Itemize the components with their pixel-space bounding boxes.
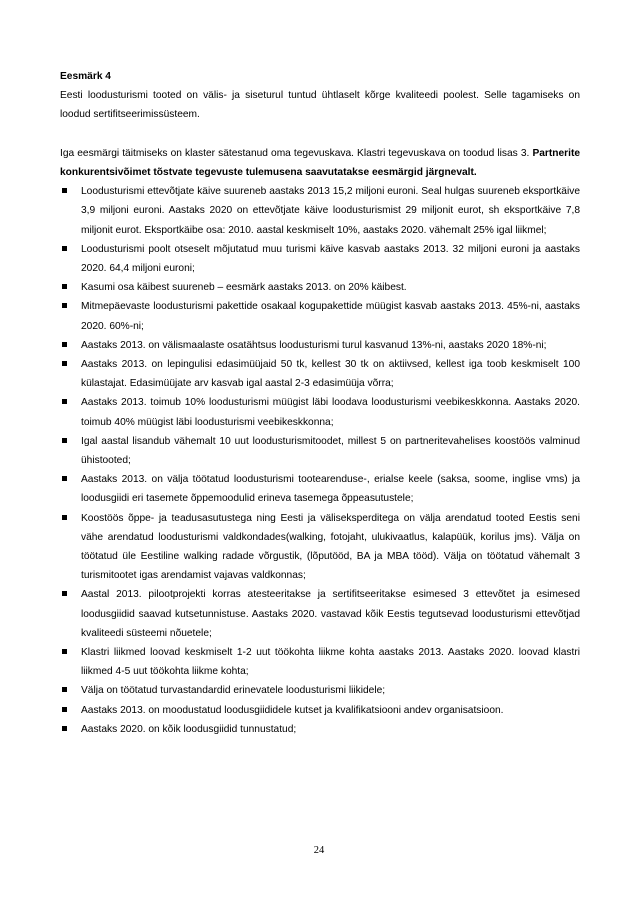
action-plan-text: Iga eesmärgi täitmiseks on klaster sätestanud oma tegevuskava. Klastri tegevuskava on toodud lisas 3. [60,147,530,159]
paragraph-gap [60,125,580,144]
square-bullet-icon [62,303,67,308]
list-item [60,297,580,335]
square-bullet-icon [62,515,67,520]
section-heading: Eesmärk 4 [60,71,111,82]
square-bullet-icon [62,687,67,692]
square-bullet-icon [62,726,67,731]
list-item [60,681,580,700]
square-bullet-icon [62,591,67,596]
list-item-text: Aastal 2013. pilootprojekti korras atesteeritakse ja sertifitseeritakse esimesed 3 ettevõtet ja esimesed loodusgiidid saavad kutsetunnistuse. Aastaks 2020. vastavad kõik Eestis tegutsevad loodusturismi ettevõtjad kvaliteedi süsteemi nõuetele; [81,589,580,639]
action-plan-paragraph [60,144,580,182]
intro-paragraph: Eesti loodusturismi tooted on välis- ja siseturul tuntud ühtlaselt kõrge kvaliteedi poolest. Selle tagamiseks on loodud sertifitseerimissüsteem. [60,90,580,121]
square-bullet-icon [62,246,67,251]
square-bullet-icon [62,361,67,366]
square-bullet-icon [62,707,67,712]
list-item-text: Aastaks 2013. on välja töötatud loodusturismi tootearenduse-, erialse keele (saksa, soome, inglise vms) ja loodusgiidi eri tasemete õppemoodulid erineva tasemega õppeasutustele; [81,474,580,505]
list-item [60,643,580,681]
list-item-text: Klastri liikmed loovad keskmiselt 1-2 uut töökohta liikme kohta aastaks 2013. Aastaks 2020. loovad klastri liikmed 4-5 uut töökohta liikme kohta; [81,647,580,678]
list-item [60,393,580,431]
page-number: 24 [313,845,325,856]
list-item-text: Välja on töötatud turvastandardid erinevatele loodusturismi liikidele; [81,685,386,697]
list-item [60,240,580,278]
list-item [60,509,580,586]
list-item [60,278,580,297]
square-bullet-icon [62,342,67,347]
list-item [60,720,580,739]
list-item [60,701,580,720]
document-body [60,67,580,739]
square-bullet-icon [62,284,67,289]
list-item-text: Mitmepäevaste loodusturismi pakettide osakaal kogupakettide müügist kasvab aastaks 2013. 45%-ni, aastaks 2020. 60%-ni; [81,301,580,332]
list-item-text: Aastaks 2013. on moodustatud loodusgiididele kutset ja kvalifikatsiooni andev organisatsioon. [81,704,504,716]
list-item-text: Aastaks 2013. toimub 10% loodusturismi müügist läbi loodava loodusturismi veebikeskkonna. Aastaks 2020. toimub 40% müügist läbi loodusturismi veebikeskkonna; [81,397,580,428]
list-item [60,470,580,508]
list-item-text: Koostöös õppe- ja teadusasutustega ning Eesti ja väliseksperditega on välja arendatud tooted Eestis seni vähe arendatud loodusturismi valdkondades(walking, fotojaht, ulukivaatlus, kalapüük, korilus jms). Välja on töötatud üle Eestiline walking radade võrgustik, (lõputööd, BA ja MBA tööd). Välja on töötatud vähemalt 3 turismitootet igas arendamist vajavas valdkonnas; [81,512,580,582]
list-item [60,585,580,643]
square-bullet-icon [62,438,67,443]
list-item [60,432,580,470]
list-item-text: Loodusturismi poolt otseselt mõjutatud muu turismi käive kasvab aastaks 2013. 32 miljoni euroni ja aastaks 2020. 64,4 miljoni euroni; [81,243,580,275]
list-item-text: Igal aastal lisandub vähemalt 10 uut loodusturismitoodet, millest 5 on partneritevahelises koostöös valminud ühistooted; [81,435,580,467]
square-bullet-icon [62,188,67,193]
list-item [60,355,580,393]
list-item-text: Aastaks 2013. on lepingulisi edasimüüjaid 50 tk, kellest 30 tk on aktiivsed, kellest iga toob keskmiselt 100 külastajat. Edasimüüjate arv kasvab igal aastal 2-3 edasimüüja võrra; [81,359,580,390]
list-item-text: Aastaks 2013. on välismaalaste osatähtsus loodusturismi turul kasvanud 13%-ni, aastaks 2020 18%-ni; [81,339,547,351]
square-bullet-icon [62,399,67,404]
list-item [60,336,580,355]
square-bullet-icon [62,476,67,481]
list-item-text: Loodusturismi ettevõtjate käive suureneb aastaks 2013 15,2 miljoni euroni. Seal hulgas suureneb eksportkäive 3,9 miljoni euroni. Aastaks 2020 on ettevõtjate käive loodusturismist 29 miljonit eurot, sh eksportkäive 7,8 miljonit eurot. Eksportkäibe osa: 2010. aastal keskmiselt 10%, aastaks 2020. vähemalt 25% igal liikmel; [81,186,580,236]
list-item [60,182,580,240]
goals-list [60,182,580,739]
list-item-text: Kasumi osa käibest suureneb – eesmärk aastaks 2013. on 20% käibest. [81,282,407,294]
partners-statement: Partnerite konkurentsivõimet tõstvate tegevuste tulemusena saavutatakse eesmärgid järgnevalt. [60,147,580,178]
list-item-text: Aastaks 2020. on kõik loodusgiidid tunnustatud; [81,723,297,735]
square-bullet-icon [62,649,67,654]
